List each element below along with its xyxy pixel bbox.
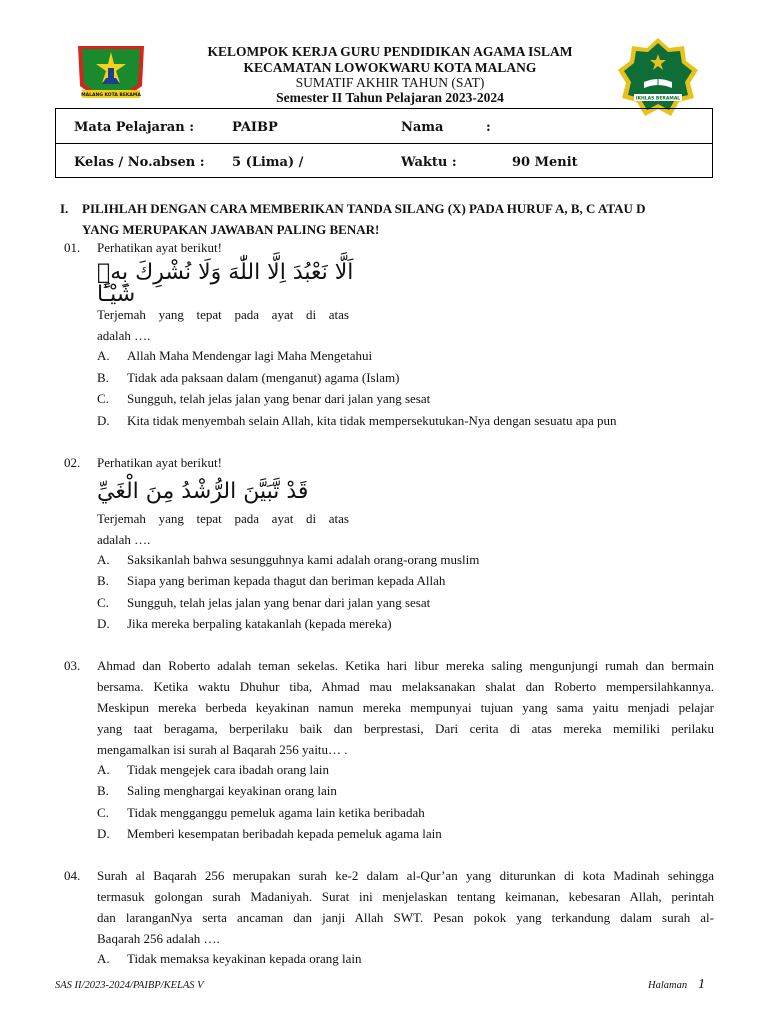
instruction-line-2: YANG MERUPAKAN JAWABAN PALING BENAR! xyxy=(82,222,380,237)
question-text-line-2: termasuk golongan surah Madaniyah. Surat ini menjelaskan tentang keimanan, kebesaran Allah, perintah xyxy=(97,889,714,904)
name-colon: : xyxy=(486,120,491,135)
arabic-verse-line-1: قَدْ تَّبَيَّنَ الرُّشْدُ مِنَ الْغَيِّ xyxy=(97,479,309,504)
time-label: Waktu : xyxy=(401,155,457,170)
question-text-line-5: mengamalkan isi surah al Baqarah 256 yaitu… . xyxy=(97,742,348,757)
question-subtext-2: adalah …. xyxy=(97,328,151,343)
info-row-subject xyxy=(56,109,712,144)
question-number: 03. xyxy=(64,658,81,673)
question-subtext: Terjemah yang tepat pada ayat di atas xyxy=(97,307,349,322)
header-line-3: SUMATIF AKHIR TAHUN (SAT) xyxy=(295,75,485,90)
malang-city-logo xyxy=(72,38,150,110)
question-text-line-1: Ahmad dan Roberto adalah teman sekelas. Ketika hari libur mereka saling mengunjungi rumah dan bermain xyxy=(97,658,714,673)
footer-page-number: 1 xyxy=(698,977,705,992)
question-subtext-2: adalah …. xyxy=(97,532,151,547)
question-subtext: Terjemah yang tepat pada ayat di atas xyxy=(97,511,349,526)
footer-page-label: Halaman xyxy=(648,980,688,991)
header-line-4: Semester II Tahun Pelajaran 2023-2024 xyxy=(276,90,504,105)
question-number: 01. xyxy=(64,240,81,255)
logo-right-motto: IKHLAS BERAMAL xyxy=(635,96,681,102)
instruction-line-1: PILIHLAH DENGAN CARA MEMBERIKAN TANDA SILANG (X) PADA HURUF A, B, C ATAU D xyxy=(82,201,646,216)
question-prompt: Perhatikan ayat berikut! xyxy=(97,455,222,470)
question-text-line-1: Surah al Baqarah 256 merupakan surah ke-2 dalam al-Qur’an yang diturunkan di kota Madinah sehingga xyxy=(97,868,714,883)
question-number: 04. xyxy=(64,868,81,883)
name-label: Nama xyxy=(401,120,444,135)
section-number: I. xyxy=(60,201,69,216)
class-value: 5 (Lima) / xyxy=(232,155,304,170)
logo-left-motto: MALANG KOTA BEKAMA xyxy=(81,93,141,98)
footer-document-code: SAS II/2023-2024/PAIBP/KELAS V xyxy=(55,980,204,991)
info-row-class xyxy=(56,144,712,178)
question-text-line-4: yang taat beragama, berperilaku baik dan berprestasi, Dari cerita di atas mereka memiliki perilaku xyxy=(97,721,714,736)
header-line-2: KECAMATAN LOWOKWARU KOTA MALANG xyxy=(243,60,537,75)
student-info-table xyxy=(55,108,713,178)
question-number: 02. xyxy=(64,455,81,470)
question-text-line-4: Baqarah 256 adalah …. xyxy=(97,931,220,946)
question-text-line-2: bersama. Ketika waktu Dhuhur tiba, Ahmad mau melaksanakan shalat dan Roberto mempersilahkannya. xyxy=(97,679,714,694)
time-value: 90 Menit xyxy=(512,155,578,170)
header-line-1: KELOMPOK KERJA GURU PENDIDIKAN AGAMA ISLAM xyxy=(207,44,573,59)
subject-label: Mata Pelajaran : xyxy=(74,120,195,135)
subject-value: PAIBP xyxy=(232,120,278,135)
question-prompt: Perhatikan ayat berikut! xyxy=(97,240,222,255)
question-text-line-3: Meskipun mereka berbeda keyakinan namun mereka mempunyai tujuan yang sama yaitu menjadi pelajar xyxy=(97,700,714,715)
arabic-verse-line-2: شَيْـًٔا xyxy=(97,282,136,307)
arabic-verse-line-1: اَلَّا نَعْبُدَ اِلَّا اللّٰهَ وَلَا نُشْرِكَ بِهٖ xyxy=(97,260,354,285)
class-label: Kelas / No.absen : xyxy=(74,155,205,170)
question-text-line-3: dan laranganNya serta ancaman dan janji Allah SWT. Pesan pokok yang terkandung dalam surah al- xyxy=(97,910,714,925)
